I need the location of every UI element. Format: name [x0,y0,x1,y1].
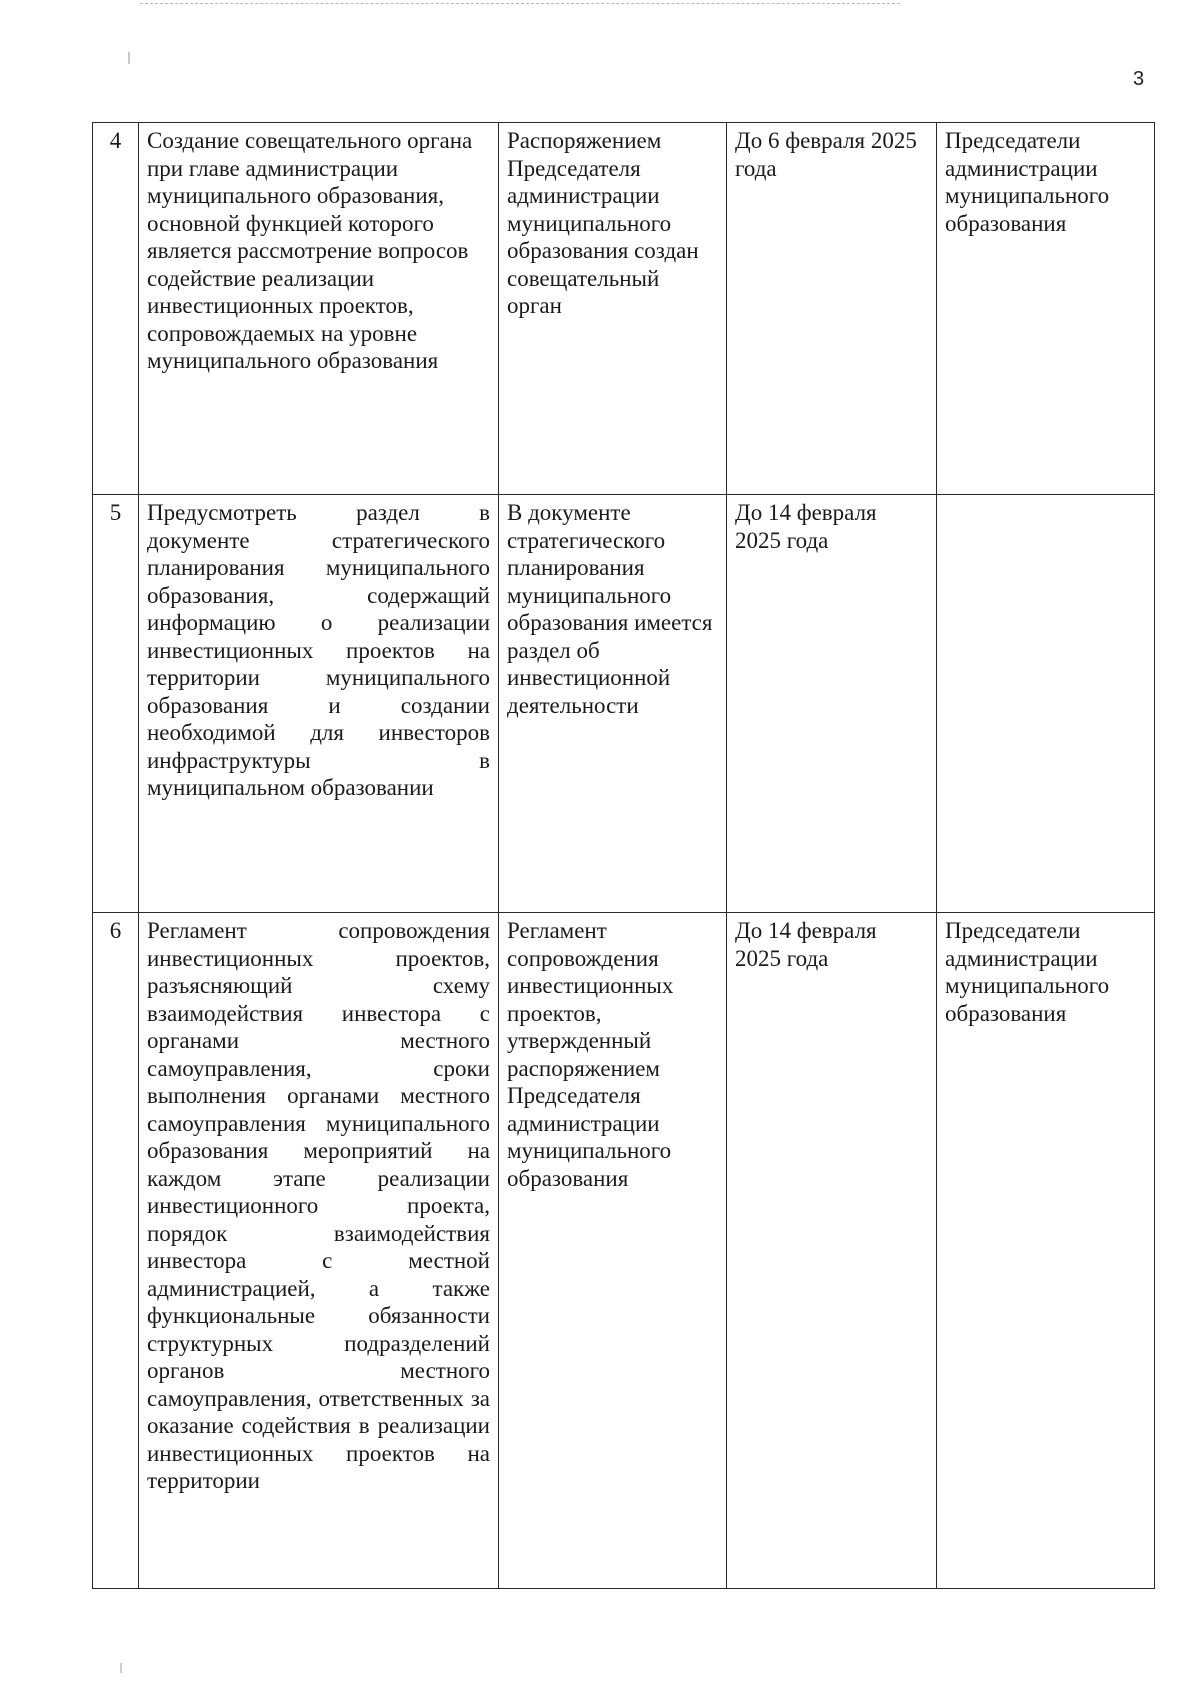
scan-speck [128,52,130,64]
table-row [93,913,1155,1589]
scan-top-edge [140,3,900,4]
table-row [93,123,1155,495]
row-number: 4 [93,123,139,495]
deadline-cell: До 6 февраля 2025 года [727,123,937,495]
action-cell: Регламент сопровождения инвестиционных проектов, разъясняющий схему взаимодействия инвестора с органами местного самоуправления, сроки выполнения органами местного самоуправления муниципального образования мероприятий на каждом этапе реализации инвестиционного проекта, порядок взаимодействия инвестора с местной администрацией, а также функциональные обязанности структурных подразделений органов местного самоуправления, ответственных за оказание содействия в реализации инвестиционных проектов на территории [139,913,499,1589]
page-number: 3 [1133,68,1145,90]
deadline-cell: До 14 февраля 2025 года [727,495,937,913]
result-cell: Распоряжением Председателя администрации муниципального образования создан совещательный орган [499,123,727,495]
deadline-cell: До 14 февраля 2025 года [727,913,937,1589]
scan-speck [120,1663,122,1673]
action-plan-table [92,122,1155,1589]
table-row [93,495,1155,913]
action-cell: Предусмотреть раздел в документе стратегического планирования муниципального образования, содержащий информацию о реализации инвестиционных проектов на территории муниципального образования и создании необходимой для инвесторов инфраструктуры в муниципальном образовании [139,495,499,913]
result-cell: Регламент сопровождения инвестиционных проектов, утвержденный распоряжением Председателя администрации муниципального образования [499,913,727,1589]
responsible-cell: Председатели администрации муниципального образования [937,123,1155,495]
action-cell: Создание совещательного органа при главе администрации муниципального образования, основной функцией которого является рассмотрение вопросов содействие реализации инвестиционных проектов, сопровождаемых на уровне муниципального образования [139,123,499,495]
row-number: 6 [93,913,139,1589]
responsible-cell [937,495,1155,913]
result-cell: В документе стратегического планирования муниципального образования имеется раздел об инвестиционной деятельности [499,495,727,913]
responsible-cell: Председатели администрации муниципального образования [937,913,1155,1589]
row-number: 5 [93,495,139,913]
